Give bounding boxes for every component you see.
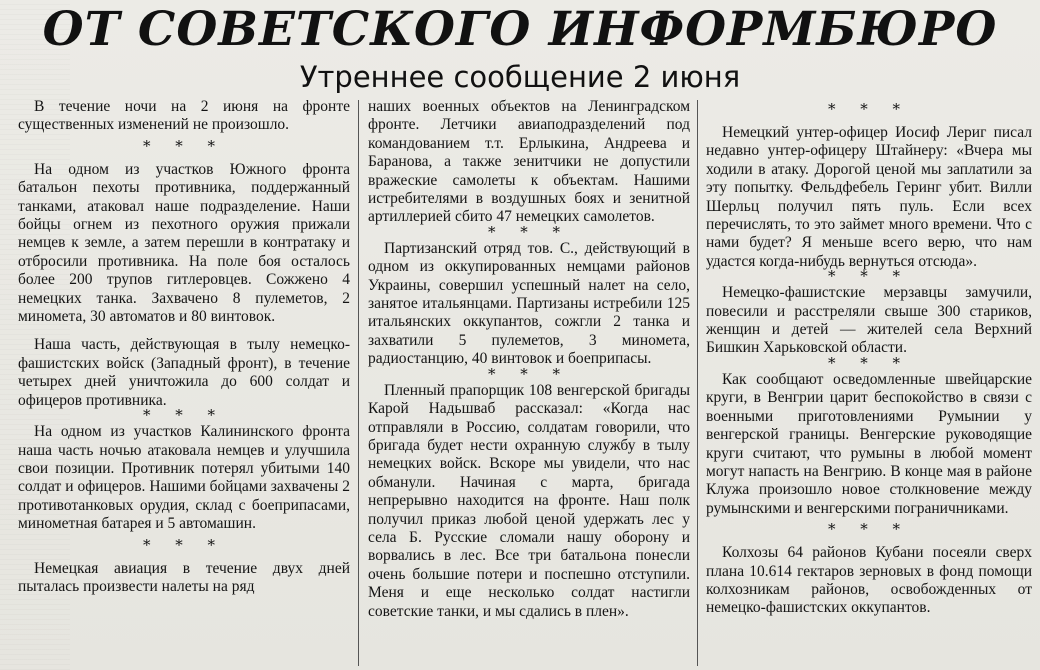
article-paragraph: На одном из участков Калининского фронта наша часть ночью атаковала немцев и улучшила свои позиции. Противник потерял убитыми 140 солдат и офицеров. Нашими бойцами захвачены 2 противотанковых орудия, склад с боеприпасами, минометная батарея и 5 автомашин. (18, 423, 350, 533)
headline: ОТ СОВЕТСКОГО ИНФОРМБЮРО (42, 2, 998, 57)
separator-stars: * * * (827, 267, 911, 286)
article-paragraph: Колхозы 64 районов Кубани посеяли сверх плана 10.614 гектаров зерновых в фонд помощи колхозникам районов, освобожденных от немецко-фашистских оккупантов. (706, 544, 1032, 617)
article-paragraph: Пленный прапорщик 108 венгерской бригады Карой Надьшваб рассказал: «Когда нас отправляли в Россию, солдатам говорили, что бригада будет нести охранную службу в тылу немецких войск. Вскоре мы увидели, что нас обманули. Начиная с марта, бригада непрерывно находится на фронте. Наш полк получил приказ любой ценой удержать лес у села Б. Русские сломали нашу оборону и ворвались в лес. Все три батальона понесли очень большие потери и поспешно отступили. Меня и еще несколько солдат настигли советские танки, и мы сдались в плен». (368, 381, 690, 620)
separator-stars: * * * (827, 520, 911, 539)
article-paragraph: Немецкий унтер-офицер Иосиф Лериг писал недавно унтер-офицеру Штайнеру: «Вчера мы ходили в атаку. Дорогой ценой мы заплатили за эту попытку. Фельдфебель Геринг убит. Вилли Шерльц получил пять пуль. Если всех перечислять, то это займет много времени. Что с нами будет? Я меньше всего верю, что нам удастся когда-нибудь вернуться отсюда». (706, 124, 1032, 270)
article-paragraph: На одном из участков Южного фронта батальон пехоты противника, поддержанный танками, атаковал наше подразделение. Наши бойцы огнем из пехотного оружия прижали немцев к земле, а затем перешли в контратаку и отбросили противника. На поле боя осталось более 200 трупов гитлеровцев. Сожжено 4 немецких танка. Захвачено 8 пулеметов, 2 миномета, 30 автоматов и 80 винтовок. (18, 160, 350, 326)
article-paragraph: Немецко-фашистские мерзавцы замучили, повесили и расстреляли свыше 300 стариков, женщин и детей — жителей села Верхний Бишкин Харьковской области. (706, 284, 1032, 357)
column-rule-right (697, 100, 698, 666)
separator-stars: * * * (142, 136, 226, 155)
article-paragraph: Партизанский отряд тов. С., действующий в одном из оккупированных немцами районов Украины, совершил успешный налет на село, занятое итальянцами. Партизаны истребили 125 итальянских оккупантов, сожгли 2 танка и захватили 5 пулеметов, 3 миномета, радиостанцию, 40 винтовок и боеприпасы. (368, 239, 690, 368)
separator-stars: * * * (142, 406, 226, 425)
column-rule-left (358, 100, 359, 666)
separator-stars: * * * (142, 535, 226, 554)
paragraph-gap (18, 326, 350, 336)
separator-stars: * * * (827, 353, 911, 372)
column-2 (368, 98, 690, 668)
column-3 (706, 98, 1032, 668)
separator-stars: * * * (487, 364, 571, 383)
article-paragraph: наших военных объектов на Ленинградском фронте. Летчики авиаподразделений под командованием т.т. Ерлыкина, Андреева и Баранова, а также зенитчики не допустили вражеские самолеты к объектам. Нашими истребителями в воздушных боях и зенитной артиллерией сбито 47 немецких самолетов. (368, 98, 690, 226)
article-paragraph: Как сообщают осведомленные швейцарские круги, в Венгрии царит беспокойство в связи с военными приготовлениями Румынии у венгерской границы. Венгерские руководящие круги считают, что румыны в любой момент могут напасть на Венгрию. В конце мая в районе Клужа произошло новое столкновение между румынскими и венгерскими пограничниками. (706, 370, 1032, 517)
article-paragraph: Немецкая авиация в течение двух дней пыталась произвести налеты на ряд (18, 559, 350, 595)
subheadline: Утреннее сообщение 2 июня (299, 60, 741, 94)
article-paragraph: В течение ночи на 2 июня на фронте существенных изменений не произошло. (18, 98, 350, 134)
separator-stars: * * * (827, 100, 911, 118)
separator-stars: * * * (487, 222, 571, 241)
column-1 (18, 98, 350, 668)
article-paragraph: Наша часть, действующая в тылу немецко-фашистских войск (Западный фронт), в течение четырех дней уничтожила до 600 солдат и офицеров противника. (18, 336, 350, 409)
